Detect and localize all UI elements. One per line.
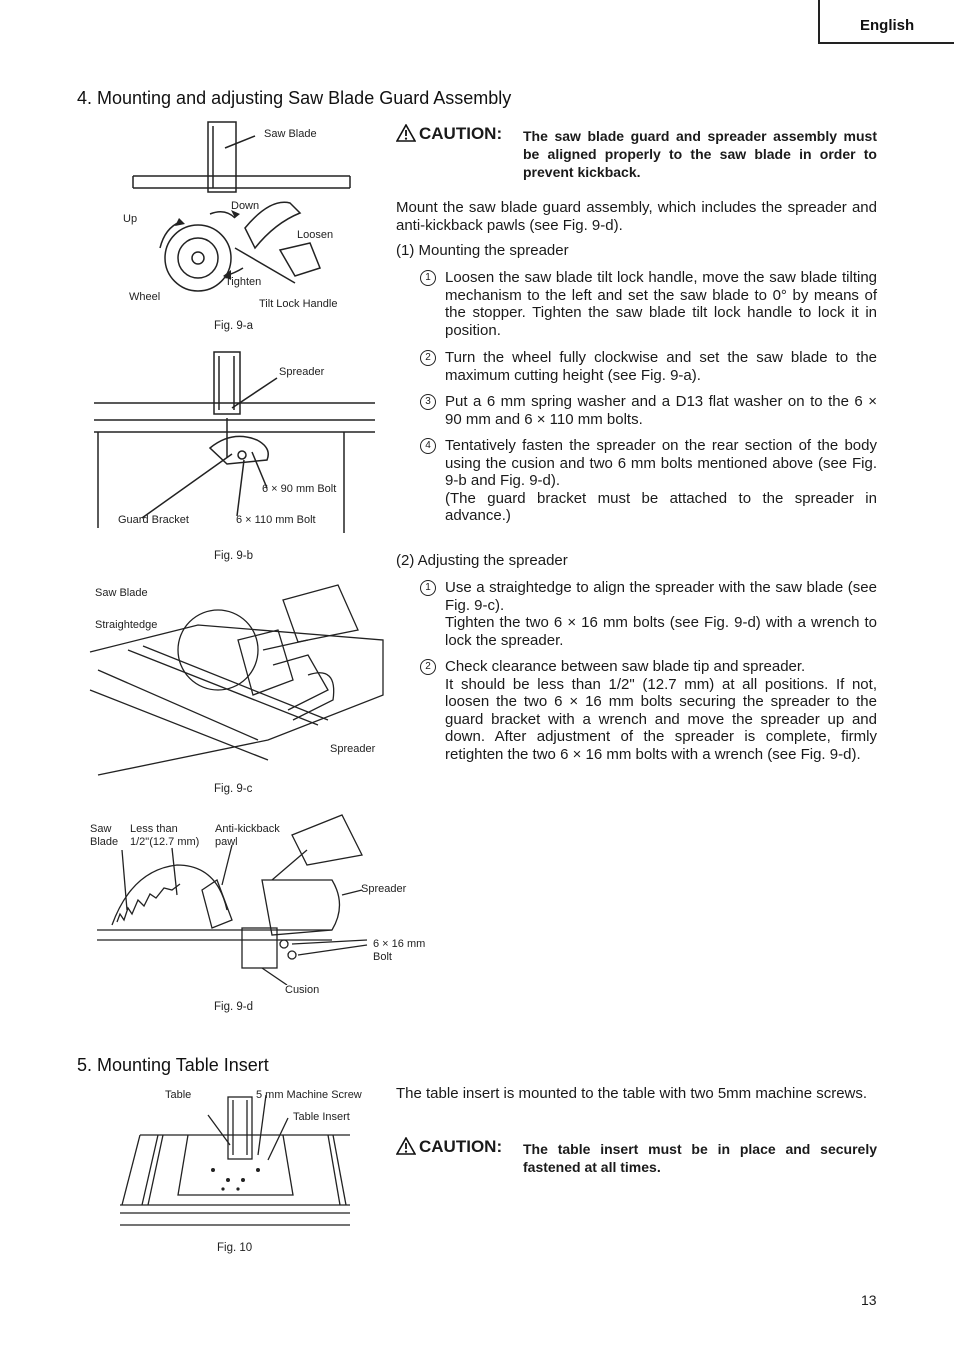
fig10-insert-label: Table Insert (293, 1111, 350, 1123)
step-number: 1 (420, 270, 436, 286)
fig9d-pawl-word-label: pawl (215, 836, 238, 848)
fig9d-clearance-label (130, 823, 199, 849)
step-text (445, 437, 877, 525)
fig9a-down-label: Down (231, 200, 260, 212)
step-text-extra: It should be less than 1/2" (12.7 mm) at all positions. If not, loosen the two 6 × 16 mm bolts securing the spreader to the guard bracket with a wrench and move the spreader up and down. After adjustment of the spreader is complete, firmly retighten the two 6 × 16 mm bolts with a wrench (see Fig. 9-d). (445, 675, 877, 763)
fig9d-saw-blade-label (90, 823, 118, 849)
fig9b-bolt110-label: 6 × 110 mm Bolt (236, 514, 316, 526)
fig9a-tilt-lock-label: Tilt Lock Handle (259, 298, 338, 310)
fig9a-loosen-label: Loosen (297, 229, 334, 241)
fig9b-bolt90-label: 6 × 90 mm Bolt (262, 483, 337, 495)
step-text-main: Tentatively fasten the spreader on the rear section of the body using the cusion and two 6 mm bolts mentioned above (see Fig. 9-b and Fig. 9-d). (445, 437, 877, 489)
step-text-main: Check clearance between saw blade tip and spreader. (445, 658, 806, 675)
caution-tag (396, 1137, 502, 1156)
warning-icon (396, 1137, 416, 1155)
figure-9b-drawing (92, 348, 382, 538)
fig9c-straightedge-label: Straightedge (95, 619, 158, 631)
sub1-title: (1) Mounting the spreader (396, 242, 569, 259)
caution-word: CAUTION: (419, 124, 503, 143)
section5-text: The table insert is mounted to the table with two 5mm machine screws. (396, 1085, 868, 1102)
step-text: Put a 6 mm spring washer and a D13 flat washer on to the 6 × 90 mm and 6 × 110 mm bolts. (445, 393, 877, 428)
page-number: 13 (861, 1292, 877, 1308)
fig10-screw-label: 5 mm Machine Screw (256, 1089, 362, 1101)
fig9d-bolt-label (373, 938, 425, 964)
figure-9a-drawing (95, 118, 395, 338)
section5-caution (396, 1137, 877, 1180)
figure-10-drawing (118, 1085, 358, 1235)
fig9c-spreader-label: Spreader (330, 743, 376, 755)
step-number: 2 (420, 659, 436, 675)
step-text: Loosen the saw blade tilt lock handle, move the saw blade tilting mechanism to the left and set the saw blade to 0° by means of the stopper. Tighten the saw blade tilt lock handle to lock it in position. (445, 269, 877, 339)
step-number: 3 (420, 394, 436, 410)
caution-word: CAUTION: (419, 1137, 503, 1156)
fig9d-less-than-label: Less than (130, 823, 178, 835)
step-text-extra: Tighten the two 6 × 16 mm bolts (see Fig. 9-d) with a wrench to lock the spreader. (445, 614, 877, 649)
fig9d-anti-kickback-label: Anti-kickback (215, 823, 280, 835)
step-text-main: Use a straightedge to align the spreader with the saw blade (see Fig. 9-c). (445, 579, 877, 614)
fig9d-blade-label: Blade (90, 836, 119, 848)
fig9d-spreader-label: Spreader (361, 883, 407, 895)
step-text (445, 658, 877, 763)
fig9d-pawl-label (215, 823, 280, 849)
caution-text: The saw blade guard and spreader assembly must be aligned properly to the saw blade in order to prevent kickback. (523, 128, 877, 180)
caution-text: The table insert must be in place and securely fastened at all times. (523, 1141, 877, 1175)
step-number: 1 (420, 580, 436, 596)
fig9d-saw-label: Saw (90, 823, 112, 835)
language-label: English (860, 17, 915, 34)
step-number: 2 (420, 350, 436, 366)
fig10-caption: Fig. 10 (217, 1242, 253, 1254)
step-text: Turn the wheel fully clockwise and set the saw blade to the maximum cutting height (see Fig. 9-a). (445, 349, 877, 384)
figure-9a (95, 118, 395, 338)
section-5-heading: 5. Mounting Table Insert (77, 1055, 269, 1075)
fig9a-up-label: Up (123, 213, 138, 225)
fig9d-bolt-word-label: Bolt (373, 951, 392, 963)
warning-icon (396, 124, 416, 142)
fig9b-spreader-label: Spreader (279, 366, 325, 378)
fig9b-guard-bracket-label: Guard Bracket (118, 514, 189, 526)
fig9a-wheel-label: Wheel (129, 291, 161, 303)
section4-caution (396, 124, 877, 187)
step-text (445, 579, 877, 649)
fig9a-tighten-label: Tighten (225, 276, 262, 288)
fig9d-half-inch-label: 1/2"(12.7 mm) (130, 836, 200, 848)
step-number: 4 (420, 438, 436, 454)
step-text-note: (The guard bracket must be attached to the spreader in advance.) (445, 489, 877, 524)
fig9a-saw-blade-label: Saw Blade (264, 128, 317, 140)
fig9d-bolt-size-label: 6 × 16 mm (373, 938, 426, 950)
fig9c-saw-blade-label: Saw Blade (95, 587, 148, 599)
fig10-table-label: Table (165, 1089, 192, 1101)
section-4-heading: 4. Mounting and adjusting Saw Blade Guard Assembly (77, 88, 512, 108)
fig9d-caption: Fig. 9-d (214, 1001, 253, 1013)
figure-10 (118, 1085, 358, 1235)
sub2-title: (2) Adjusting the spreader (396, 552, 568, 569)
language-tab (818, 0, 954, 44)
fig9b-caption: Fig. 9-b (214, 550, 253, 562)
fig9c-caption: Fig. 9-c (214, 783, 253, 795)
caution-tag (396, 124, 502, 143)
fig9d-cusion-label: Cusion (285, 984, 320, 996)
figure-9b (92, 348, 382, 538)
section4-intro: Mount the saw blade guard assembly, which includes the spreader and anti-kickback pawls (see Fig. 9-d). (396, 199, 877, 234)
fig9a-caption: Fig. 9-a (214, 320, 253, 332)
